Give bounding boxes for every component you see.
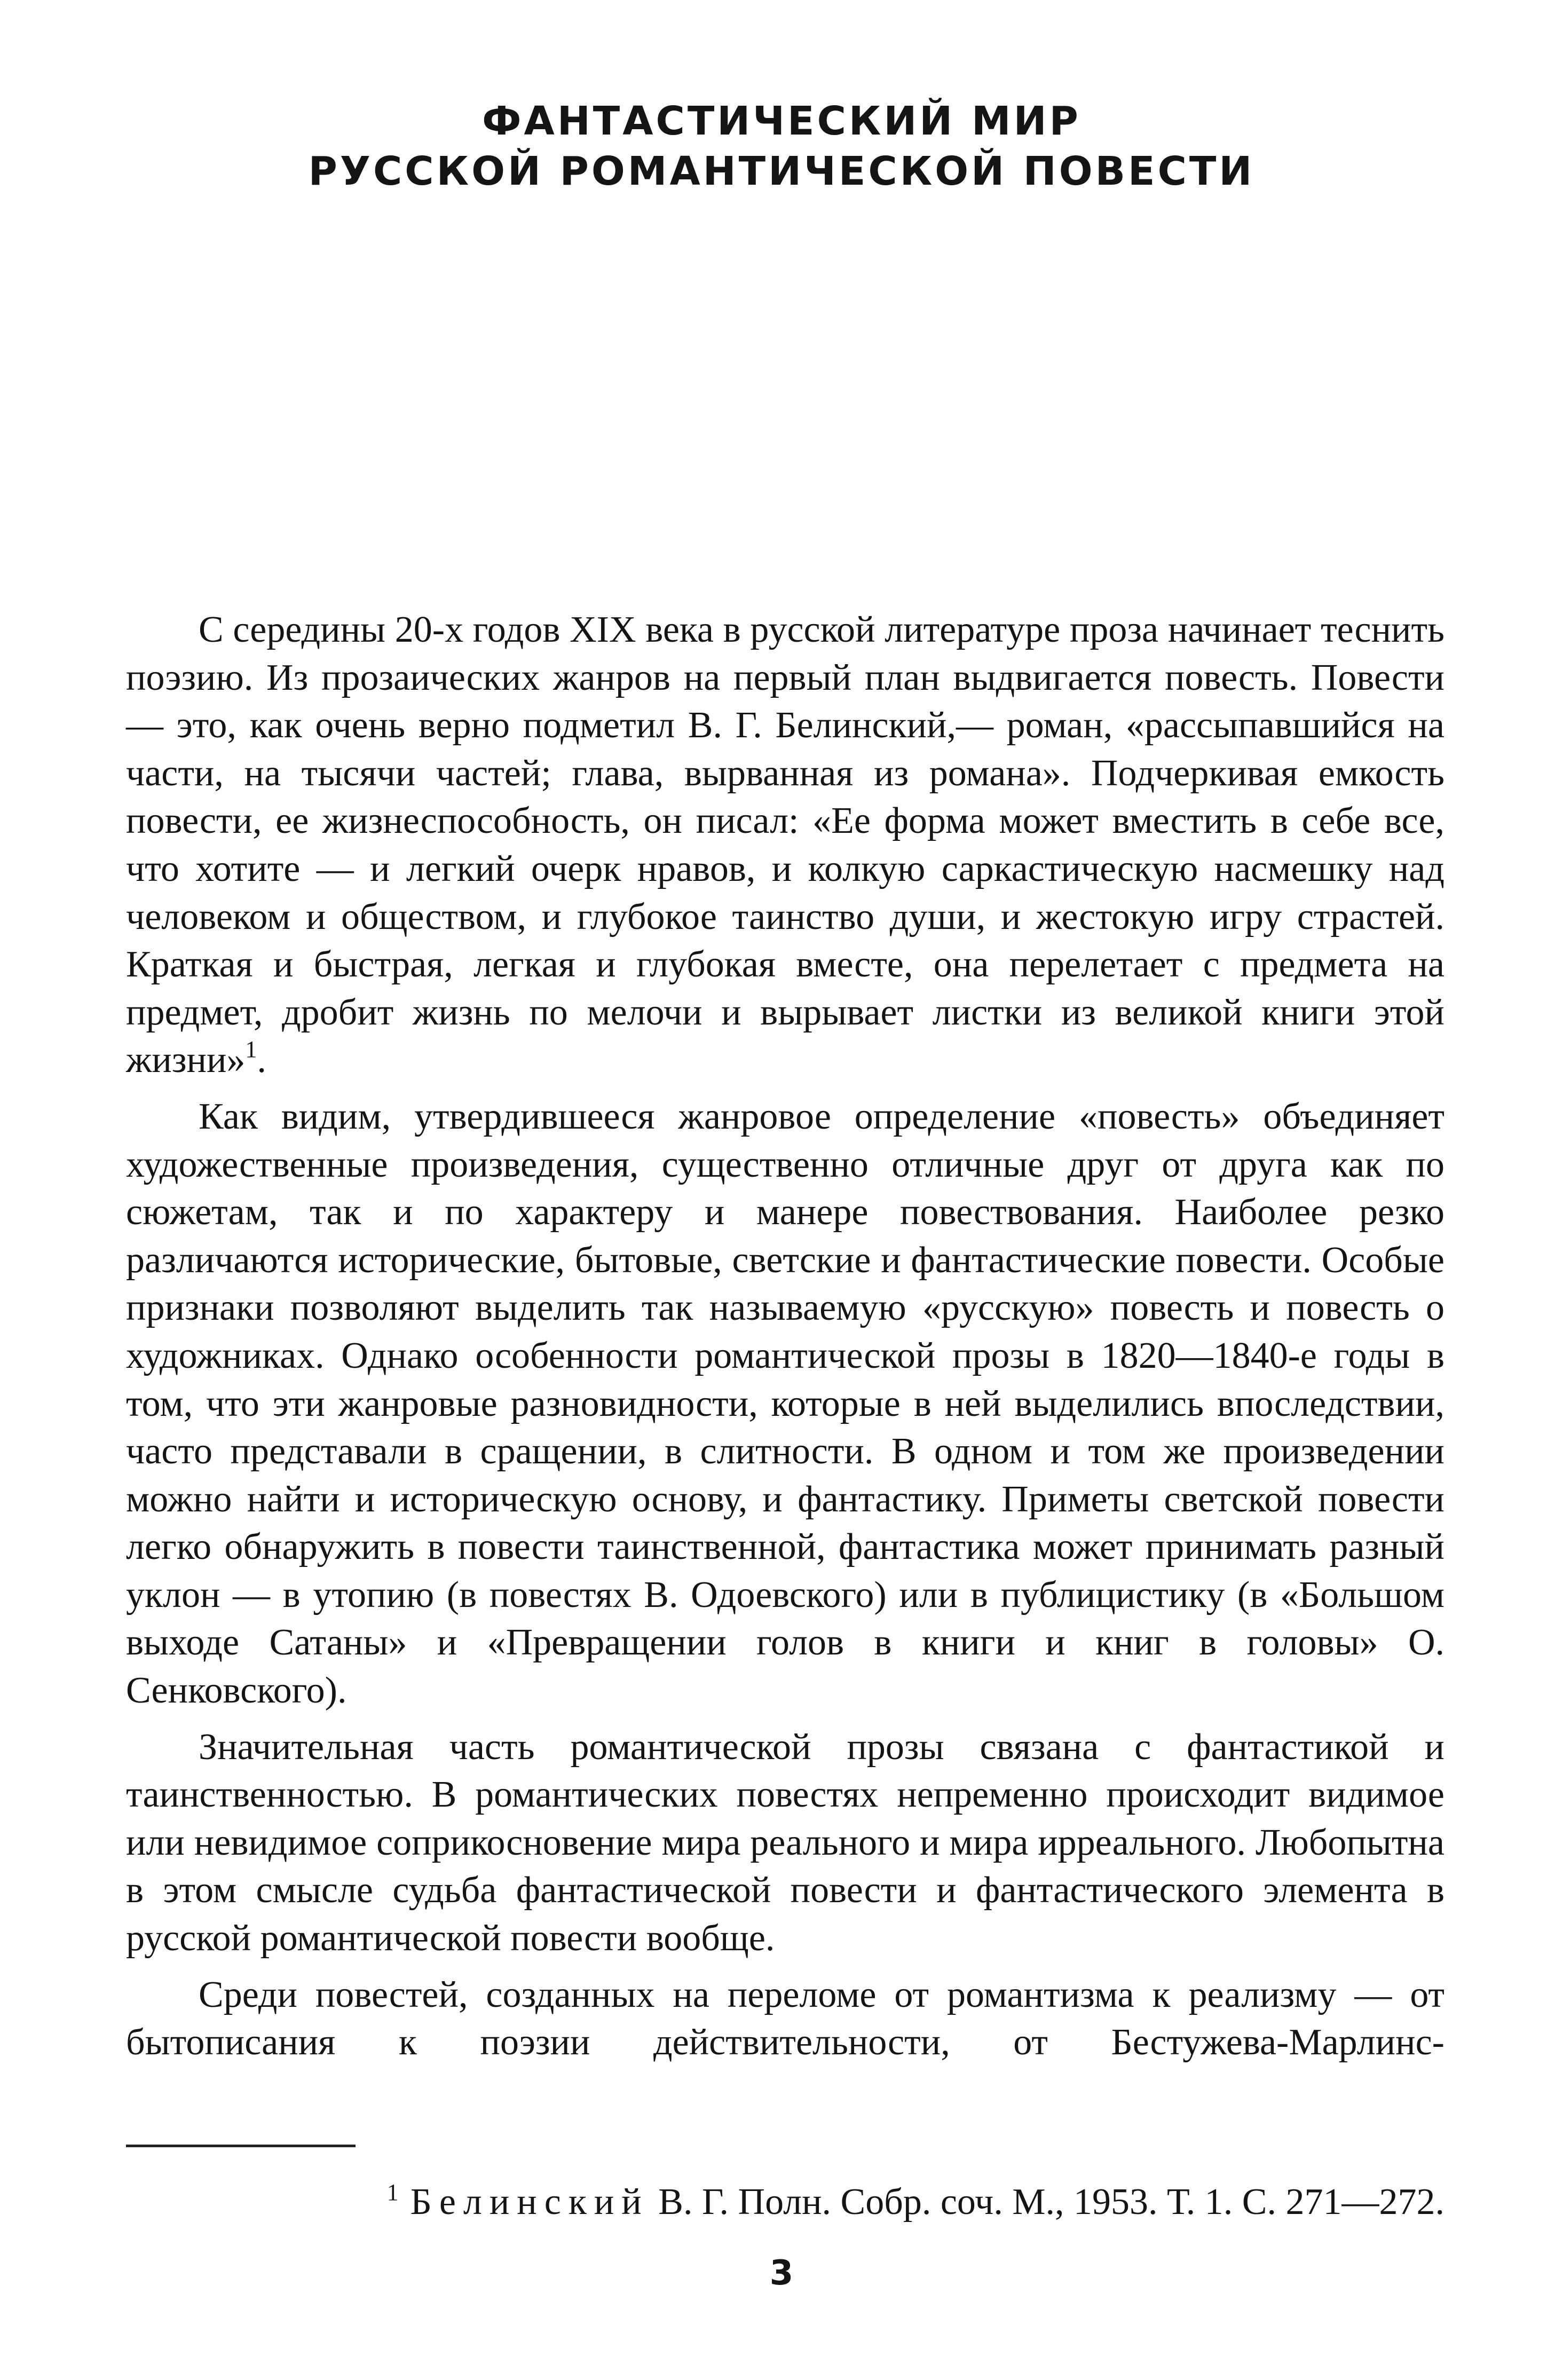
footnote [126, 2178, 1444, 2226]
chapter-title-line-1: ФАНТАСТИЧЕСКИЙ МИР [482, 98, 1081, 144]
paragraph-1 [126, 606, 1444, 1084]
chapter-title-line-2: РУССКОЙ РОМАНТИЧЕСКОЙ ПОВЕСТИ [308, 148, 1255, 194]
footnote-mark: 1 [386, 2179, 399, 2205]
paragraph-1-tail: . [257, 1039, 266, 1081]
footnote-reference: 1 [245, 1036, 257, 1063]
paragraph-4: Среди повестей, созданных на переломе от романтизма к реализму — от бытописания к поэзии действительности, от Бестужева-Марлинс- [126, 1974, 1444, 2063]
chapter-title [0, 96, 1563, 196]
body-text [126, 606, 1444, 2075]
footnote-divider [126, 2145, 356, 2147]
footnote-text: В. Г. Полн. Собр. соч. М., 1953. Т. 1. С. 271—272. [658, 2181, 1444, 2223]
paragraph-2: Как видим, утвердившееся жанровое определение «повесть» объединяет художественные произведения, существенно отличные друг от друга как по сюжетам, так и по характеру и манере повествования. Наиболее резко различаются исторические, бытовые, светские и фантастические повести. Особые признаки позволяют выделить так называемую «русскую» повесть и повесть о художниках. Однако особенности романтической прозы в 1820—1840-е годы в том, что эти жанровые разновидности, которые в ней выделились впоследствии, часто представали в сращении, в слитности. В одном и том же произведении можно найти и историческую основу, и фантастику. Приметы светской повести легко обнаружить в повести таинственной, фантастика может принимать разный уклон — в утопию (в повестях В. Одоевского) или в публицистику (в «Большом выходе Сатаны» и «Превращении голов в книги и книг в головы» О. Сенковского). [126, 1096, 1444, 1712]
paragraph-1-text: С середины 20-х годов XIX века в русской литературе проза начинает теснить поэзию. Из прозаических жанров на первый план выдвигается повесть. Повести — это, как очень верно подметил В. Г. Белинский,— роман, «рассыпавшийся на части, на тысячи частей; глава, вырванная из романа». Подчеркивая емкость повести, ее жизнеспособность, он писал: «Ее форма может вместить в себе все, что хотите — и легкий очерк нравов, и колкую саркастическую насмешку над человеком и обществом, и глубокое таинство души, и жестокую игру страстей. Краткая и быстрая, легкая и глубокая вместе, она перелетает с предмета на предмет, дробит жизнь по мелочи и вырывает листки из великой книги этой жизни» [126, 609, 1444, 1081]
footnote-author: Белинский [410, 2181, 649, 2223]
page-number: 3 [769, 2253, 794, 2293]
paragraph-3: Значительная часть романтической прозы связана с фантастикой и таинственностью. В романтических повестях непременно происходит видимое или невидимое соприкосновение мира реального и мира ирреального. Любопытна в этом смысле судьба фантастической повести и фантастического элемента в русской романтической повести вообще. [126, 1726, 1444, 1959]
